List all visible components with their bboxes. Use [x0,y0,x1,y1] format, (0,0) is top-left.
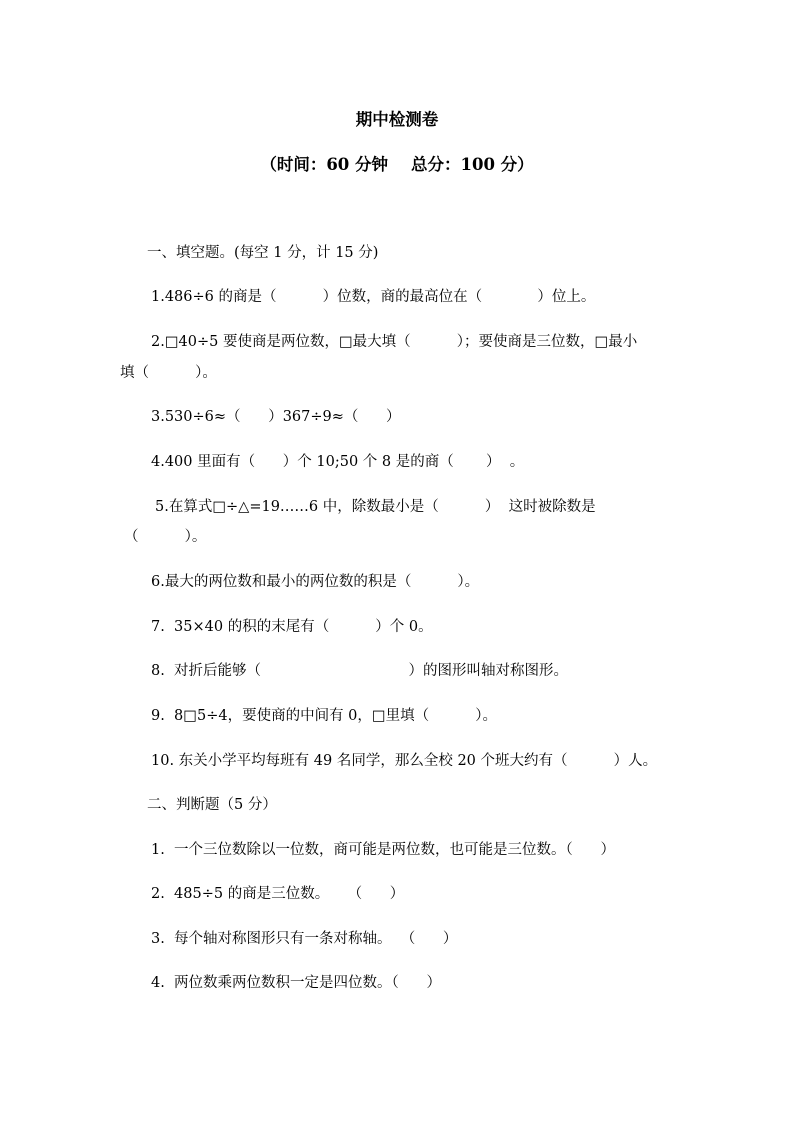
question-1-1: 1.486÷6 的商是（ ）位数，商的最高位在（ ）位上。 [151,289,596,305]
question-2-2: 2. 485÷5 的商是三位数。 （ ） [151,886,405,902]
question-1-4: 4.400 里面有（ ）个 10;50 个 8 是的商（ ） 。 [151,454,525,470]
question-1-5-line-2: （ ）。 [124,529,207,545]
question-1-6: 6.最大的两位数和最小的两位数的积是（ ）。 [151,574,480,590]
question-2-3: 3. 每个轴对称图形只有一条对称轴。 （ ） [151,931,458,947]
section-2-heading: 二、判断题（5 分） [147,797,277,813]
question-1-8: 8. 对折后能够（ ）的图形叫轴对称图形。 [151,663,569,679]
page-title: 期中检测卷 [355,110,439,129]
question-2-4: 4. 两位数乘两位数积一定是四位数。（ ） [151,975,441,991]
question-1-9: 9. 8□5÷4，要使商的中间有 0，□里填（ ）。 [151,708,497,724]
section-1-heading: 一、填空题。(每空 1 分，计 15 分) [147,245,379,261]
question-1-3: 3.530÷6≈（ ）367÷9≈（ ） [151,409,401,425]
question-1-2-line-2: 填（ ）。 [120,365,217,381]
question-1-10: 10. 东关小学平均每班有 49 名同学，那么全校 20 个班大约有（ ）人。 [151,753,658,769]
question-2-1: 1. 一个三位数除以一位数，商可能是两位数，也可能是三位数。（ ） [151,842,615,858]
question-1-7: 7. 35×40 的积的末尾有（ ）个 0。 [151,619,433,635]
question-1-5-line-1: 5.在算式□÷△=19……6 中，除数最小是（ ） 这时被除数是 [155,499,596,515]
question-1-2-line-1: 2.□40÷5 要使商是两位数，□最大填（ ）；要使商是三位数，□最小 [151,334,638,350]
page-subtitle: （时间：60 分钟 总分：100 分） [260,155,534,174]
